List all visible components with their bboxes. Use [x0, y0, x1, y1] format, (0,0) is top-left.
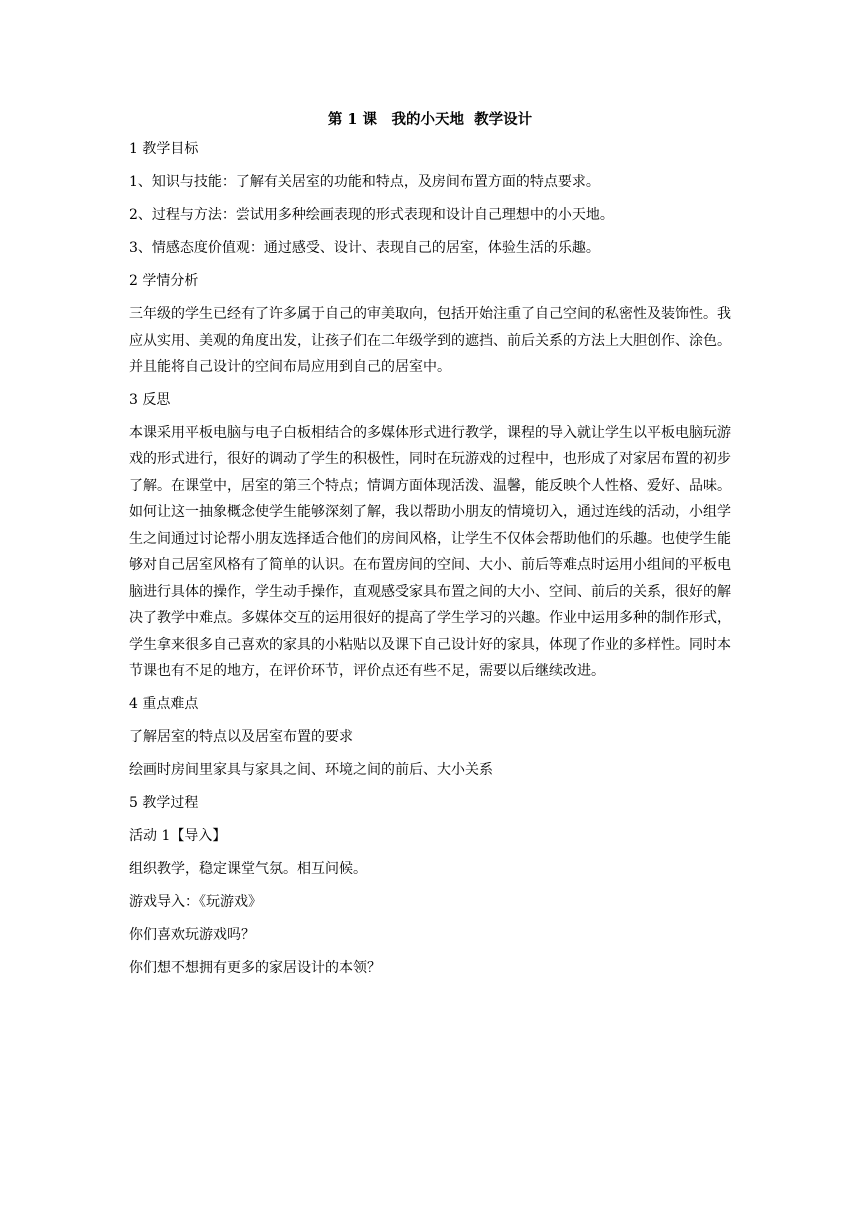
document-content — [129, 109, 731, 991]
section-heading-student-analysis: 2 学情分析 — [129, 273, 199, 289]
activity-1-heading: 活动 1【导入】 — [129, 827, 227, 844]
document-title: 第 1 课 我的小天地 教学设计 — [327, 111, 533, 128]
section-heading-reflection: 3 反思 — [129, 391, 171, 408]
reflection-paragraph: 本课采用平板电脑与电子白板相结合的多媒体形式进行教学，课程的导入就让学生以平板电脑玩游戏的形式进行，很好的调动了学生的积极性，同时在玩游戏的过程中，也形成了对家居布置的初步了解。在课堂中，居室的第三个特点；情调方面体现活泼、温馨，能反映个人性格、爱好、品味。如何让这一抽象概念使学生能够深刻了解，我以帮助小朋友的情境切入，通过连线的活动，小组学生之间通过讨论帮小朋友选择适合他们的房间风格，让学生不仅体会帮助他们的乐趣。也使学生能够对自己居室风格有了简单的认识。在布置房间的空间、大小、前后等难点时运用小组间的平板电脑进行具体的操作，学生动手操作，直观感受家具布置之间的大小、空间、前后的关系，很好的解决了教学中难点。多媒体交互的运用很好的提高了学生学习的兴趣。作业中运用多种的制作形式，学生拿来很多自己喜欢的家具的小粘贴以及课下自己设计好的家具，体现了作业的多样性。同时本节课也有不足的地方，在评价环节，评价点还有些不足，需要以后继续改进。 — [129, 424, 731, 679]
student-analysis-paragraph: 三年级的学生已经有了许多属于自己的审美取向，包括开始注重了自己空间的私密性及装饰性。我应从实用、美观的角度出发，让孩子们在二年级学到的遮挡、前后关系的方法上大胆创作、涂色。并且能将自己设计的空间布局应用到自己的居室中。 — [129, 306, 731, 375]
key-point-2: 绘画时房间里家具与家具之间、环境之间的前后、大小关系 — [129, 761, 493, 778]
section-heading-teaching-process: 5 教学过程 — [129, 794, 199, 811]
goal-knowledge-skills: 1、知识与技能：了解有关居室的功能和特点，及房间布置方面的特点要求。 — [129, 174, 600, 190]
section-heading-key-difficulties: 4 重点难点 — [129, 695, 199, 712]
process-line-4: 你们想不想拥有更多的家居设计的本领？ — [129, 959, 381, 976]
process-line-2: 游戏导入：《玩游戏》 — [129, 893, 262, 910]
goal-emotion-values: 3、情感态度价值观：通过感受、设计、表现自己的居室，体验生活的乐趣。 — [129, 240, 600, 256]
process-line-1: 组织教学，稳定课堂气氛。相互问候。 — [129, 860, 367, 877]
section-heading-teaching-goals: 1 教学目标 — [129, 141, 199, 157]
goal-process-methods: 2、过程与方法：尝试用多种绘画表现的形式表现和设计自己理想中的小天地。 — [129, 207, 614, 223]
process-line-3: 你们喜欢玩游戏吗？ — [129, 926, 255, 943]
key-point-1: 了解居室的特点以及居室布置的要求 — [129, 728, 353, 745]
